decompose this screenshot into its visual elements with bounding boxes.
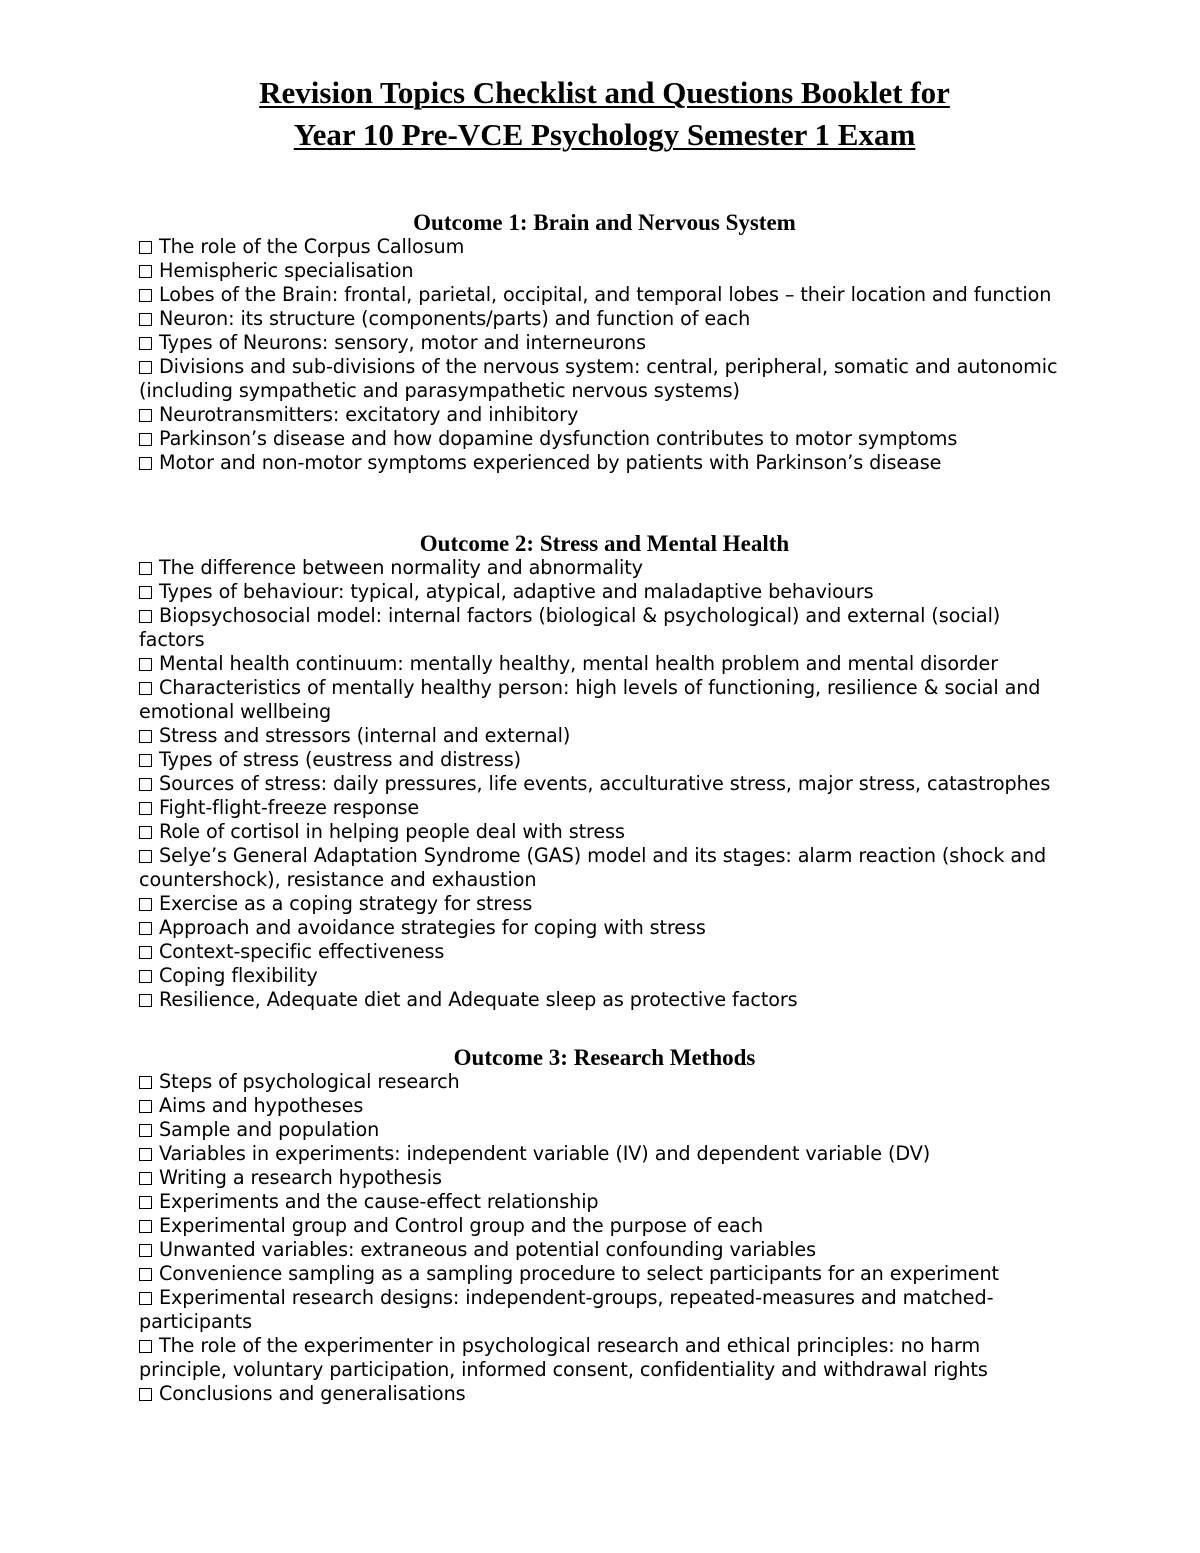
checklist-item[interactable] xyxy=(139,988,1070,1012)
checklist-item-text: Characteristics of mentally healthy person: high levels of functioning, resilience & social and emotional wellbeing xyxy=(139,676,1041,723)
checklist-item[interactable] xyxy=(139,307,1070,331)
checkbox-icon[interactable] xyxy=(139,658,152,671)
checkbox-icon[interactable] xyxy=(139,682,152,695)
checklist-item[interactable] xyxy=(139,652,1070,676)
checkbox-icon[interactable] xyxy=(139,265,152,278)
document-title xyxy=(139,72,1070,156)
checkbox-icon[interactable] xyxy=(139,1268,152,1281)
outcome-1-section xyxy=(139,211,1070,475)
checklist-item[interactable] xyxy=(139,1094,1070,1118)
checklist-item[interactable] xyxy=(139,844,1070,892)
checkbox-icon[interactable] xyxy=(139,1340,152,1353)
checklist-item[interactable] xyxy=(139,235,1070,259)
checklist-item[interactable] xyxy=(139,331,1070,355)
checkbox-icon[interactable] xyxy=(139,1244,152,1257)
checkbox-icon[interactable] xyxy=(139,562,152,575)
checklist-item-text: Fight-flight-freeze response xyxy=(159,796,420,819)
checklist-item[interactable] xyxy=(139,451,1070,475)
checklist-item-text: Role of cortisol in helping people deal with stress xyxy=(159,820,625,843)
checklist-item-text: Motor and non-motor symptoms experienced by patients with Parkinson’s disease xyxy=(159,451,942,474)
checklist-item-text: The role of the Corpus Callosum xyxy=(159,235,465,258)
checklist-item-text: Conclusions and generalisations xyxy=(159,1382,466,1405)
checklist-item-text: Resilience, Adequate diet and Adequate sleep as protective factors xyxy=(159,988,798,1011)
checklist-item[interactable] xyxy=(139,796,1070,820)
checklist-item-text: Approach and avoidance strategies for coping with stress xyxy=(159,916,706,939)
checklist-item-text: Sources of stress: daily pressures, life events, acculturative stress, major stress, catastrophes xyxy=(159,772,1051,795)
outcome-3-section xyxy=(139,1046,1070,1406)
checklist-item-text: The role of the experimenter in psychological research and ethical principles: no harm principle, voluntary participation, informed consent, confidentiality and withdrawal rights xyxy=(139,1334,988,1381)
checklist-item[interactable] xyxy=(139,1238,1070,1262)
checkbox-icon[interactable] xyxy=(139,289,152,302)
checklist-item[interactable] xyxy=(139,820,1070,844)
checkbox-icon[interactable] xyxy=(139,922,152,935)
checkbox-icon[interactable] xyxy=(139,994,152,1007)
checklist-item-text: Neurotransmitters: excitatory and inhibitory xyxy=(159,403,579,426)
checkbox-icon[interactable] xyxy=(139,610,152,623)
outcome-2-section xyxy=(139,532,1070,1012)
checkbox-icon[interactable] xyxy=(139,826,152,839)
checklist-item[interactable] xyxy=(139,916,1070,940)
checklist-item-text: Types of behaviour: typical, atypical, adaptive and maladaptive behaviours xyxy=(159,580,874,603)
checklist-item[interactable] xyxy=(139,1166,1070,1190)
checklist-item[interactable] xyxy=(139,1118,1070,1142)
checklist-item[interactable] xyxy=(139,964,1070,988)
checklist-item-text: Exercise as a coping strategy for stress xyxy=(159,892,533,915)
checkbox-icon[interactable] xyxy=(139,586,152,599)
checklist-item[interactable] xyxy=(139,1334,1070,1382)
checklist-item[interactable] xyxy=(139,427,1070,451)
checklist-item-text: The difference between normality and abnormality xyxy=(159,556,643,579)
checklist-item-text: Biopsychosocial model: internal factors (biological & psychological) and external (social) factors xyxy=(139,604,1001,651)
checkbox-icon[interactable] xyxy=(139,337,152,350)
checklist-item[interactable] xyxy=(139,940,1070,964)
checkbox-icon[interactable] xyxy=(139,1148,152,1161)
checklist-item-text: Types of stress (eustress and distress) xyxy=(159,748,522,771)
checklist-item-text: Types of Neurons: sensory, motor and interneurons xyxy=(159,331,646,354)
checklist-item-text: Neuron: its structure (components/parts) and function of each xyxy=(159,307,751,330)
checklist-item[interactable] xyxy=(139,556,1070,580)
checklist-item-text: Mental health continuum: mentally healthy, mental health problem and mental disorder xyxy=(159,652,998,675)
checklist-item-text: Steps of psychological research xyxy=(159,1070,460,1093)
checklist-item-text: Selye’s General Adaptation Syndrome (GAS) model and its stages: alarm reaction (shock and countershock), resistance and exhaustion xyxy=(139,844,1047,891)
checkbox-icon[interactable] xyxy=(139,1076,152,1089)
checklist-item[interactable] xyxy=(139,283,1070,307)
checkbox-icon[interactable] xyxy=(139,970,152,983)
checkbox-icon[interactable] xyxy=(139,1124,152,1137)
checklist xyxy=(139,1070,1070,1406)
checklist-item[interactable] xyxy=(139,772,1070,796)
section-heading: Outcome 1: Brain and Nervous System xyxy=(413,210,796,235)
checklist-item-text: Variables in experiments: independent variable (IV) and dependent variable (DV) xyxy=(159,1142,931,1165)
checklist xyxy=(139,556,1070,1012)
checklist-item-text: Divisions and sub-divisions of the nervous system: central, peripheral, somatic and autonomic (including sympathetic and parasympathetic nervous systems) xyxy=(139,355,1058,402)
checklist-item[interactable] xyxy=(139,403,1070,427)
checklist-item-text: Convenience sampling as a sampling procedure to select participants for an experiment xyxy=(159,1262,999,1285)
checklist-item-text: Hemispheric specialisation xyxy=(159,259,414,282)
checkbox-icon[interactable] xyxy=(139,409,152,422)
checklist-item-text: Aims and hypotheses xyxy=(159,1094,364,1117)
checklist-item-text: Experiments and the cause-effect relationship xyxy=(159,1190,599,1213)
checkbox-icon[interactable] xyxy=(139,778,152,791)
checklist-item[interactable] xyxy=(139,355,1070,403)
checklist-item[interactable] xyxy=(139,892,1070,916)
checkbox-icon[interactable] xyxy=(139,1292,152,1305)
checklist xyxy=(139,235,1070,475)
checkbox-icon[interactable] xyxy=(139,946,152,959)
checklist-item[interactable] xyxy=(139,604,1070,652)
checklist-item[interactable] xyxy=(139,1262,1070,1286)
checklist-item[interactable] xyxy=(139,1214,1070,1238)
checklist-item[interactable] xyxy=(139,1286,1070,1334)
checkbox-icon[interactable] xyxy=(139,361,152,374)
checklist-item-text: Stress and stressors (internal and external) xyxy=(159,724,571,747)
checklist-item-text: Experimental group and Control group and the purpose of each xyxy=(159,1214,764,1237)
checkbox-icon[interactable] xyxy=(139,730,152,743)
checkbox-icon[interactable] xyxy=(139,1172,152,1185)
checklist-item-text: Unwanted variables: extraneous and potential confounding variables xyxy=(159,1238,817,1261)
checklist-item-text: Writing a research hypothesis xyxy=(159,1166,442,1189)
checklist-item[interactable] xyxy=(139,259,1070,283)
checkbox-icon[interactable] xyxy=(139,850,152,863)
checkbox-icon[interactable] xyxy=(139,433,152,446)
checkbox-icon[interactable] xyxy=(139,241,152,254)
checklist-item-text: Sample and population xyxy=(159,1118,380,1141)
checklist-item[interactable] xyxy=(139,1382,1070,1406)
checklist-item-text: Context-specific effectiveness xyxy=(159,940,445,963)
checklist-item-text: Experimental research designs: independent-groups, repeated-measures and matched-participants xyxy=(139,1286,994,1333)
checklist-item-text: Lobes of the Brain: frontal, parietal, occipital, and temporal lobes – their location and function xyxy=(159,283,1052,306)
checkbox-icon[interactable] xyxy=(139,313,152,326)
document-title-line-1: Revision Topics Checklist and Questions Booklet for xyxy=(259,75,950,110)
checklist-item-text: Parkinson’s disease and how dopamine dysfunction contributes to motor symptoms xyxy=(159,427,958,450)
checkbox-icon[interactable] xyxy=(139,898,152,911)
checklist-item[interactable] xyxy=(139,724,1070,748)
document-title-line-2: Year 10 Pre-VCE Psychology Semester 1 Exam xyxy=(293,117,916,152)
checklist-item[interactable] xyxy=(139,1142,1070,1166)
checkbox-icon[interactable] xyxy=(139,1196,152,1209)
checklist-item[interactable] xyxy=(139,748,1070,772)
checkbox-icon[interactable] xyxy=(139,1388,152,1401)
checklist-item[interactable] xyxy=(139,676,1070,724)
checkbox-icon[interactable] xyxy=(139,754,152,767)
checkbox-icon[interactable] xyxy=(139,457,152,470)
section-heading: Outcome 3: Research Methods xyxy=(453,1045,756,1070)
checkbox-icon[interactable] xyxy=(139,1220,152,1233)
checkbox-icon[interactable] xyxy=(139,1100,152,1113)
checklist-item[interactable] xyxy=(139,580,1070,604)
checklist-item-text: Coping flexibility xyxy=(159,964,318,987)
checkbox-icon[interactable] xyxy=(139,802,152,815)
checklist-item[interactable] xyxy=(139,1070,1070,1094)
checklist-item[interactable] xyxy=(139,1190,1070,1214)
section-heading: Outcome 2: Stress and Mental Health xyxy=(419,531,790,556)
